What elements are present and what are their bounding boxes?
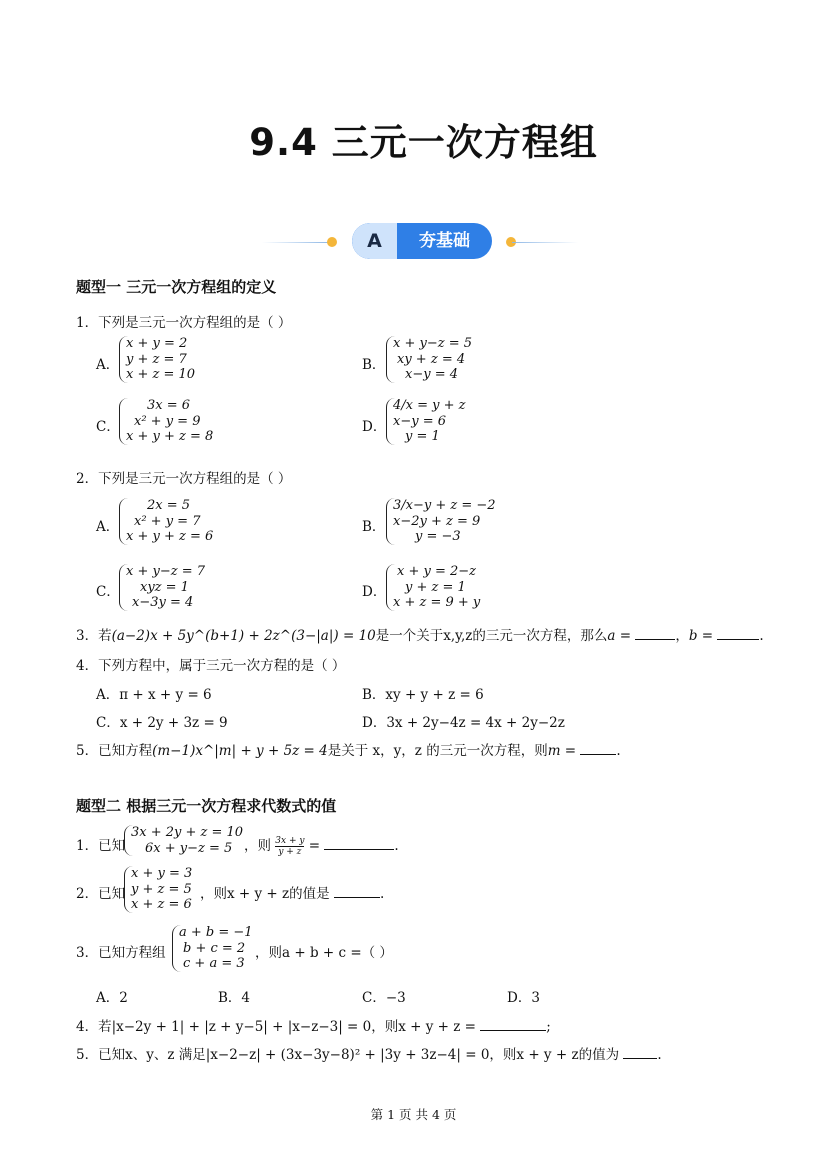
banner-line-right: [512, 242, 578, 243]
s1-q1-stem: 1．下列是三元一次方程组的是（ ）: [76, 315, 292, 331]
equation: 2x = 5: [147, 498, 191, 513]
section2-heading: 题型二 根据三元一次方程求代数式的值: [76, 797, 337, 815]
equation: x−3y = 4: [132, 595, 194, 610]
equation: x + z = 9 + y: [393, 595, 481, 610]
s2-q3-prefix: 3．已知方程组: [76, 945, 166, 961]
equation: x² + y = 7: [134, 513, 201, 529]
equation: xyz = 1: [140, 579, 189, 595]
q5-text: 是关于 x，y，z 的三元一次方程，则: [327, 743, 548, 759]
s2-q3-d: D．3: [507, 990, 540, 1006]
s2-q1-tail: [244, 834, 399, 857]
s1-q2-b-label: B．: [362, 519, 386, 535]
equation: x + y = 2−z: [397, 564, 477, 579]
equation: x + y = 3: [131, 866, 193, 881]
answer-blank[interactable]: [623, 1046, 657, 1059]
s1-q1-d-system: [386, 398, 466, 445]
equation: c + a = 3: [183, 956, 245, 971]
answer-blank-b[interactable]: [717, 627, 759, 640]
q3-prefix: 3．若: [76, 628, 112, 644]
s1-q2-c-system: [119, 564, 205, 611]
s1-q2-d-system: [386, 564, 480, 611]
s1-q2-b-system: [386, 498, 496, 545]
s1-q1-a-system: [119, 336, 195, 383]
s2-q5: [76, 1043, 662, 1063]
s1-q1-a-label: A．: [96, 357, 120, 373]
equation: y = 1: [405, 429, 440, 444]
equation: a + b = −1: [179, 925, 253, 940]
q3-comma: ，: [675, 628, 689, 644]
q3-text: 是一个关于x,y,z的三元一次方程，那么: [375, 628, 608, 644]
q5-prefix: 5．已知方程: [76, 743, 153, 759]
banner-dot-left: [327, 237, 337, 247]
s1-q2-c-label: C．: [96, 584, 120, 600]
s2-q4-end: ;: [546, 1019, 551, 1035]
s2-q2-tail: [200, 882, 384, 902]
s2-q2-end: .: [379, 886, 385, 902]
s2-q2-prefix: 2．已知: [76, 886, 126, 902]
s1-q2-a-label: A．: [96, 519, 120, 535]
s2-q1-prefix: 1．已知: [76, 838, 126, 854]
equation: 3/x−y + z = −2: [393, 498, 496, 513]
equation: x−2y + z = 9: [393, 513, 481, 529]
page-title: 9.4 三元一次方程组: [249, 121, 598, 164]
s1-q4-a: A．π + x + y = 6: [96, 687, 212, 703]
q3-expression: (a−2)x + 5y^(b+1) + 2z^(3−|a|) = 10: [111, 628, 376, 644]
q3-a-label: a =: [607, 628, 632, 644]
s1-q3: [76, 624, 764, 644]
s2-q1-text: ，则: [244, 838, 271, 854]
equation: 6x + y−z = 5: [145, 840, 233, 856]
answer-blank-a[interactable]: [635, 627, 675, 640]
page-footer: 第 1 页 共 4 页: [370, 1107, 457, 1122]
s2-q3-a: A．2: [96, 990, 128, 1006]
equation: x−y = 6: [393, 413, 446, 429]
equation: y = −3: [415, 529, 461, 544]
s1-q4-b: B．xy + y + z = 6: [362, 687, 484, 703]
s2-q4-text: 4．若|x−2y + 1| + |z + y−5| + |x−z−3| = 0，则x + y + z =: [76, 1019, 476, 1035]
fraction-numerator: 3x + y: [275, 836, 305, 846]
s2-q3-system: [172, 925, 253, 972]
s2-q2-text: ，则x + y + z的值是: [200, 886, 330, 902]
equation: x² + y = 9: [134, 413, 201, 429]
s1-q4-d: D．3x + 2y−4z = 4x + 2y−2z: [362, 715, 565, 731]
equation: x + y + z = 8: [126, 429, 214, 444]
s2-q3-tail: ，则a + b + c =（ ）: [255, 945, 393, 961]
equation: y + z = 5: [131, 881, 192, 897]
q5-m-label: m =: [547, 743, 577, 759]
banner-line-left: [262, 242, 328, 243]
equation: x + z = 6: [131, 897, 192, 912]
answer-blank[interactable]: [324, 837, 394, 850]
s1-q4-c: C．x + 2y + 3z = 9: [96, 715, 228, 731]
equation: b + c = 2: [183, 940, 246, 956]
equation: x + y−z = 5: [393, 336, 473, 351]
s1-q1-b-system: [386, 336, 472, 383]
section1-heading: 题型一 三元一次方程组的定义: [76, 278, 277, 296]
s2-q2-system: [124, 866, 192, 913]
s2-q3-b: B．4: [218, 990, 251, 1006]
equation: y + z = 7: [126, 351, 187, 367]
equation: y + z = 1: [405, 579, 466, 595]
fraction: [275, 836, 304, 857]
s2-q4: [76, 1015, 551, 1035]
q5-expression: (m−1)x^|m| + y + 5z = 4: [152, 743, 328, 759]
s2-q3-c: C．−3: [362, 990, 406, 1006]
s1-q5: [76, 739, 621, 759]
equation: 3x + 2y + z = 10: [131, 825, 244, 840]
equation: x + y−z = 7: [126, 564, 206, 579]
equation: x−y = 4: [405, 367, 458, 382]
answer-blank[interactable]: [480, 1018, 546, 1031]
section-badge: [352, 223, 492, 259]
s1-q1-c-label: C．: [96, 419, 120, 435]
s1-q2-stem: 2．下列是三元一次方程组的是（ ）: [76, 471, 292, 487]
s1-q2-d-label: D．: [362, 584, 387, 600]
equation: 3x = 6: [147, 398, 191, 413]
s1-q4-stem: 4．下列方程中，属于三元一次方程的是（ ）: [76, 658, 346, 674]
equation: x + y = 2: [126, 336, 188, 351]
s2-q1-end: .: [394, 838, 399, 854]
answer-blank-m[interactable]: [580, 742, 616, 755]
s1-q2-a-system: [119, 498, 213, 545]
badge-label: 夯基础: [419, 231, 470, 251]
equation: x + z = 10: [126, 367, 196, 382]
equation: x + y + z = 6: [126, 529, 214, 544]
fraction-denominator: y + z: [278, 847, 302, 857]
s1-q1-c-system: [119, 398, 213, 445]
answer-blank[interactable]: [334, 885, 380, 898]
s1-q1-b-label: B．: [362, 357, 386, 373]
q3-end: .: [759, 628, 764, 644]
equation: 4/x = y + z: [393, 398, 466, 413]
q3-b-label: b =: [688, 628, 714, 644]
s2-q5-end: .: [657, 1047, 662, 1063]
s2-q5-text: 5．已知x、y、z 满足|x−2−z| + (3x−3y−8)² + |3y + 3z−4| = 0，则x + y + z的值为: [76, 1047, 620, 1063]
q5-end: .: [616, 743, 621, 759]
badge-letter: A: [352, 223, 397, 259]
equation: xy + z = 4: [397, 351, 466, 367]
s2-q1-system: [124, 825, 243, 856]
equals-sign: =: [308, 838, 321, 854]
s1-q1-d-label: D．: [362, 419, 387, 435]
